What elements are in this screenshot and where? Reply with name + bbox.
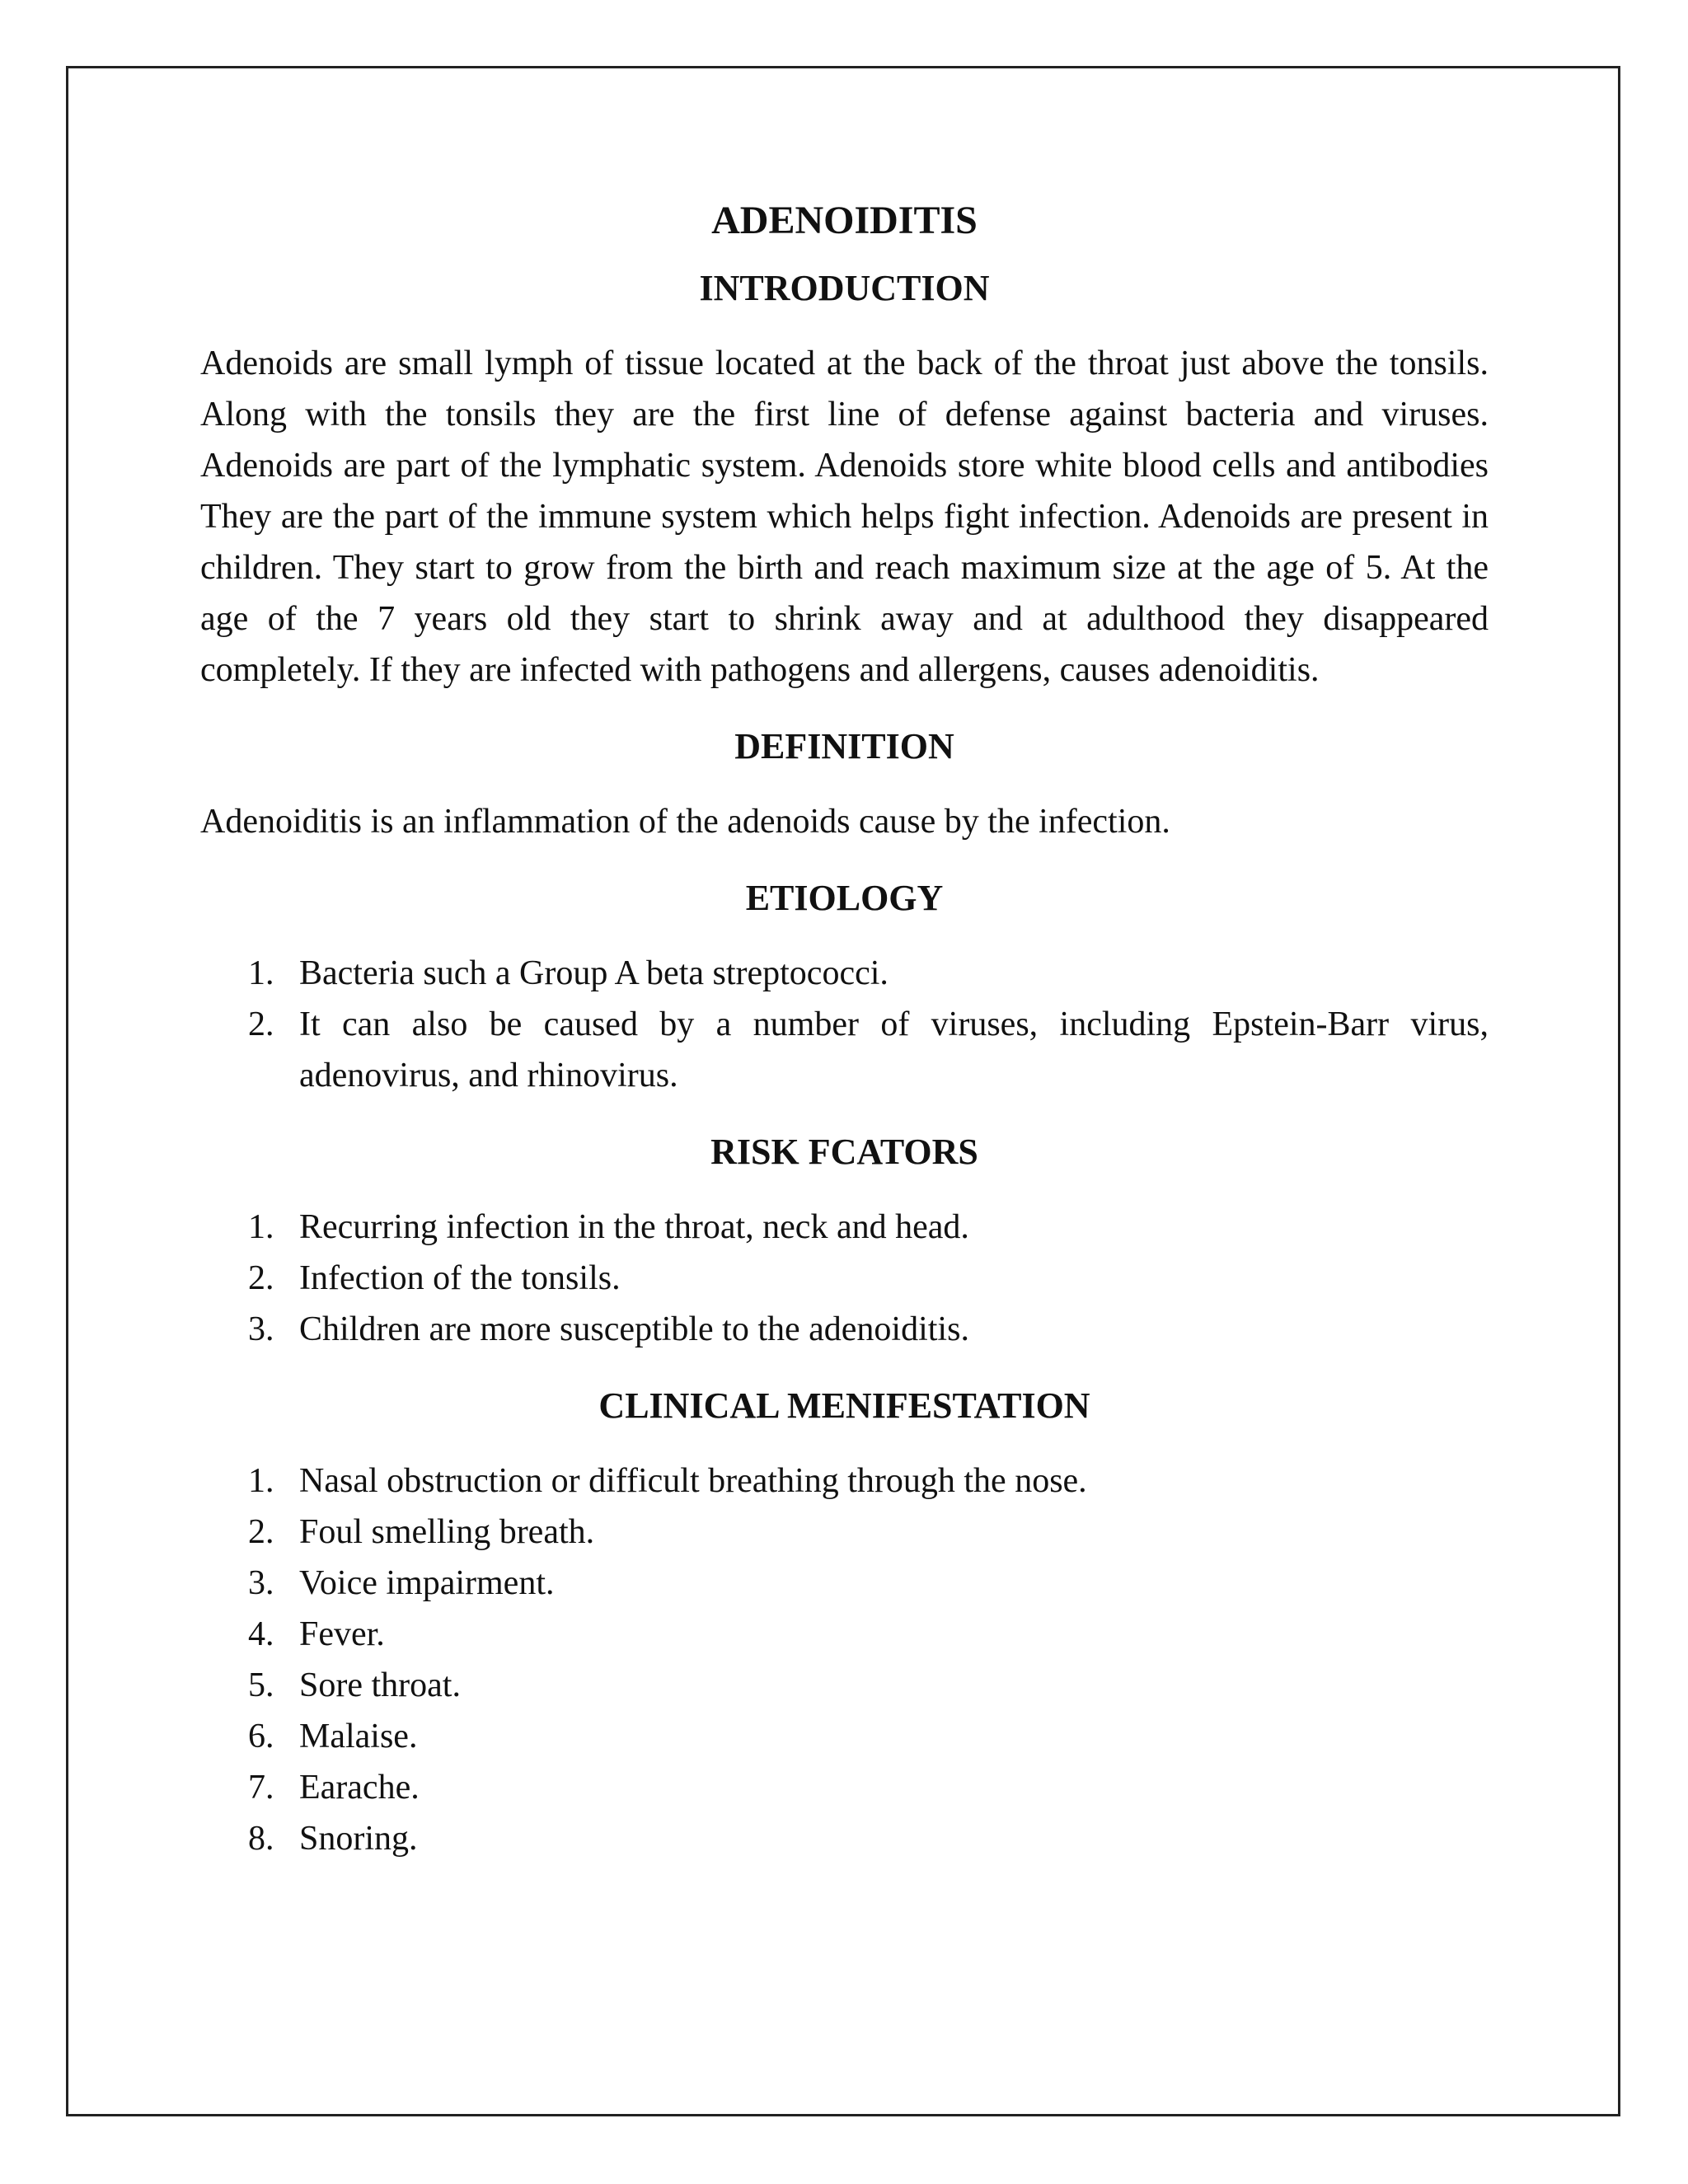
list-item-number: 8. bbox=[248, 1820, 274, 1858]
list-item-number: 2. bbox=[248, 1513, 274, 1551]
list-item-number: 5. bbox=[248, 1666, 274, 1704]
list-item-text: Foul smelling breath. bbox=[299, 1513, 595, 1551]
list-item bbox=[200, 1558, 1489, 1609]
clinical-manifestation-heading: CLINICAL MENIFESTATION bbox=[598, 1385, 1090, 1426]
list-item-number: 1. bbox=[248, 1462, 274, 1500]
etiology-list bbox=[200, 948, 1489, 1101]
list-item bbox=[200, 1507, 1489, 1558]
risk-factors-heading: RISK FCATORS bbox=[710, 1132, 978, 1172]
list-item bbox=[200, 999, 1489, 1101]
etiology-heading: ETIOLOGY bbox=[745, 878, 944, 918]
list-item bbox=[200, 1711, 1489, 1762]
list-item bbox=[200, 1253, 1489, 1304]
list-item-number: 3. bbox=[248, 1564, 274, 1602]
document-title: ADENOIDITIS bbox=[711, 199, 978, 242]
list-item bbox=[200, 948, 1489, 999]
risk-factors-list bbox=[200, 1202, 1489, 1355]
introduction-paragraph: Adenoids are small lymph of tissue located at the back of the throat just above the tonsils. Along with the tonsils they are the first line of defense against bacteria and viruses. Adenoids are part of the lymphatic system. Adenoids store white blood cells and antibodies They are the part of the immune system which helps fight infection. Adenoids are present in children. They start to grow from the birth and reach maximum size at the age of 5. At the age of the 7 years old they start to shrink away and at adulthood they disappeared completely. If they are infected with pathogens and allergens, causes adenoiditis. bbox=[200, 344, 1489, 689]
list-item-number: 1. bbox=[248, 1208, 274, 1246]
list-item bbox=[200, 1609, 1489, 1660]
list-item bbox=[200, 1660, 1489, 1711]
list-item bbox=[200, 1813, 1489, 1864]
list-item bbox=[200, 1202, 1489, 1253]
list-item-text: It can also be caused by a number of viruses, including Epstein-Barr virus, adenovirus, and rhinovirus. bbox=[299, 1005, 1489, 1094]
list-item bbox=[200, 1762, 1489, 1813]
introduction-heading: INTRODUCTION bbox=[699, 268, 990, 308]
list-item bbox=[200, 1455, 1489, 1507]
list-item bbox=[200, 1304, 1489, 1355]
list-item-number: 2. bbox=[248, 1259, 274, 1297]
document-content bbox=[200, 198, 1489, 1894]
list-item-text: Snoring. bbox=[299, 1820, 418, 1858]
list-item-number: 3. bbox=[248, 1310, 274, 1348]
list-item-text: Infection of the tonsils. bbox=[299, 1259, 621, 1297]
list-item-text: Nasal obstruction or difficult breathing through the nose. bbox=[299, 1462, 1087, 1500]
list-item-text: Fever. bbox=[299, 1615, 385, 1653]
list-item-text: Sore throat. bbox=[299, 1666, 461, 1704]
list-item-number: 4. bbox=[248, 1615, 274, 1653]
list-item-text: Earache. bbox=[299, 1769, 420, 1807]
list-item-number: 1. bbox=[248, 954, 274, 992]
list-item-text: Children are more susceptible to the adenoiditis. bbox=[299, 1310, 969, 1348]
list-item-number: 6. bbox=[248, 1718, 274, 1755]
clinical-manifestation-list bbox=[200, 1455, 1489, 1864]
list-item-number: 7. bbox=[248, 1769, 274, 1807]
list-item-text: Voice impairment. bbox=[299, 1564, 555, 1602]
list-item-number: 2. bbox=[248, 1005, 274, 1043]
list-item-text: Bacteria such a Group A beta streptococci. bbox=[299, 954, 889, 992]
definition-heading: DEFINITION bbox=[734, 726, 954, 766]
list-item-text: Recurring infection in the throat, neck and head. bbox=[299, 1208, 969, 1246]
list-item-text: Malaise. bbox=[299, 1718, 418, 1755]
definition-paragraph: Adenoiditis is an inflammation of the adenoids cause by the infection. bbox=[200, 803, 1170, 841]
